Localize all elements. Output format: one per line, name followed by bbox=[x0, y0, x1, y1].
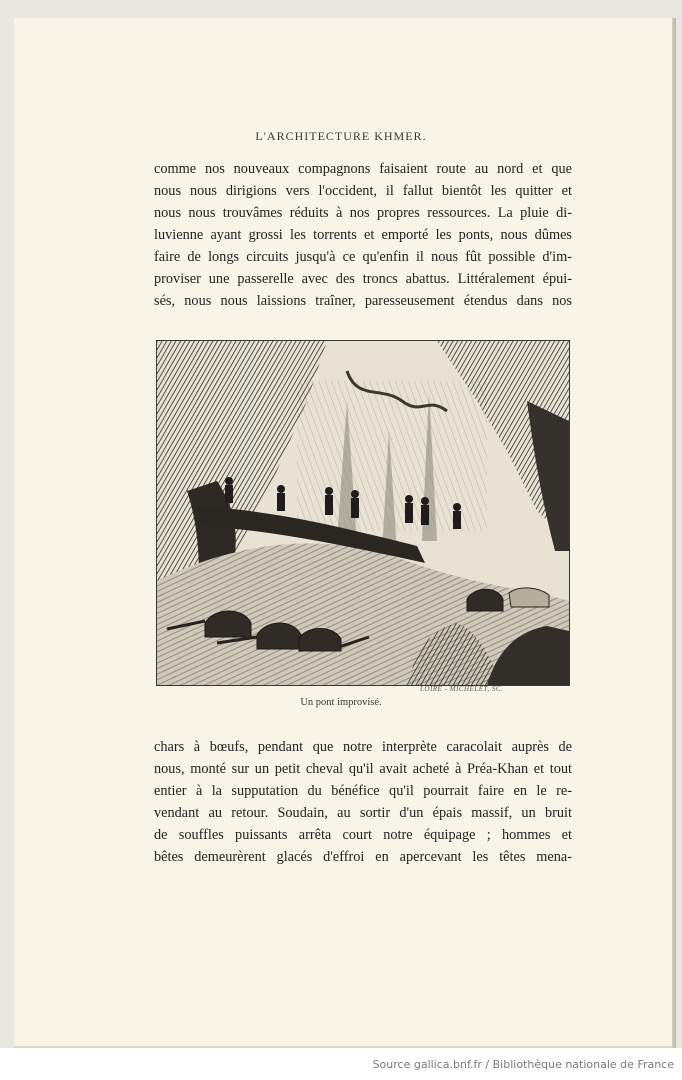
text-line: chars à bœufs, pendant que notre interprète caracolait auprès de bbox=[154, 739, 572, 755]
text-line: sés, nous nous laissions traîner, paresseusement étendus dans nos bbox=[154, 293, 572, 309]
page-edge bbox=[672, 18, 676, 1048]
text-line: luvienne ayant grossi les torrents et emporté les ponts, nous dûmes bbox=[154, 227, 572, 243]
text-line: nous, monté sur un petit cheval qu'il avait acheté à Préa-Khan et tout bbox=[154, 761, 572, 777]
text-line: nous nous dirigions vers l'occident, il fallut bientôt les quitter et bbox=[154, 183, 572, 199]
paragraph-2 bbox=[154, 736, 572, 868]
text-line: nous nous trouvâmes réduits à nos propres ressources. La pluie di- bbox=[154, 205, 572, 221]
engraver-signature: LOIRE - MICHELET, SC. bbox=[420, 685, 504, 693]
paragraph-1 bbox=[154, 158, 572, 312]
running-head: L'ARCHITECTURE KHMER. bbox=[255, 129, 427, 143]
engraving-improvised-bridge bbox=[156, 340, 570, 686]
text-line: entier à la supputation du bénéfice qu'il pourrait faire en le re- bbox=[154, 783, 572, 799]
text-line: de souffles puissants arrêta court notre équipage ; hommes et bbox=[154, 827, 572, 843]
figure-caption: Un pont improvisé. bbox=[300, 697, 382, 708]
text-line: vendant au retour. Soudain, au sortir d'un épais massif, un bruit bbox=[154, 805, 572, 821]
text-line: bêtes demeurèrent glacés d'effroi en apercevant les têtes mena- bbox=[154, 849, 572, 865]
source-attribution: Source gallica.bnf.fr / Bibliothèque nationale de France bbox=[372, 1058, 674, 1071]
text-line: proviser une passerelle avec des troncs abattus. Littéralement épui- bbox=[154, 271, 572, 287]
text-line: faire de longs circuits jusqu'à ce qu'enfin il nous fût possible d'im- bbox=[154, 249, 572, 265]
text-line: comme nos nouveaux compagnons faisaient route au nord et que bbox=[154, 161, 572, 177]
